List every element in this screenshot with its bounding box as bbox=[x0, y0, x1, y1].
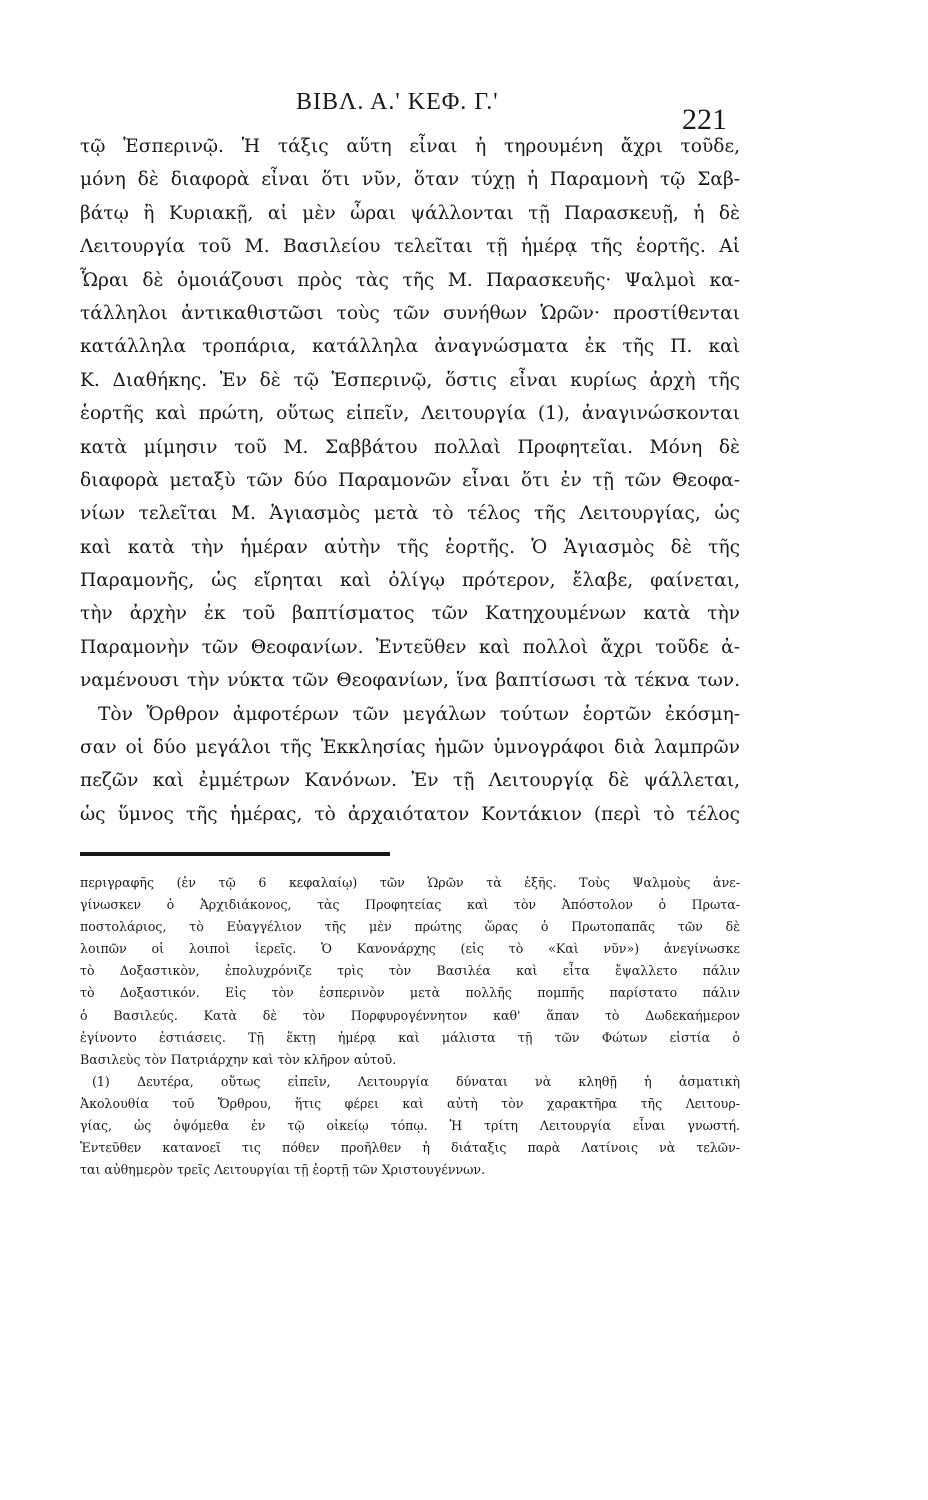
body-line: Ὧραι δὲ ὁμοιάζουσι πρὸς τὰς τῆς Μ. Παρασκευῆς· Ψαλμοὶ κα- bbox=[80, 269, 740, 291]
footnote-line: ποστολάριος, τὸ Εὐαγγέλιον τῆς μὲν πρώτης ὥρας ὁ Πρωτοπαπᾶς τῶν δὲ bbox=[80, 919, 740, 935]
footnote-rule bbox=[80, 852, 390, 856]
body-line: καὶ κατὰ τὴν ἡμέραν αὐτὴν τῆς ἑορτῆς. Ὁ Ἁγιασμὸς δὲ τῆς bbox=[80, 536, 740, 558]
footnotes bbox=[80, 872, 740, 1181]
body-line: τὴν ἀρχὴν ἐκ τοῦ βαπτίσματος τῶν Κατηχουμένων κατὰ τὴν bbox=[80, 603, 740, 625]
body-line: βάτῳ ἢ Κυριακῇ, αἱ μὲν ὧραι ψάλλονται τῇ Παρασκευῇ, ἡ δὲ bbox=[80, 202, 740, 224]
footnote-line: λοιπῶν οἱ λοιποὶ ἱερεῖς. Ὁ Κανονάρχης (εἰς τὸ «Καὶ νῦν») ἀνεγίνωσκε bbox=[80, 941, 740, 957]
footnote-line: περιγραφῆς (ἐν τῷ 6 κεφαλαίῳ) τῶν Ὡρῶν τὰ ἑξῆς. Τοὺς Ψαλμοὺς ἀνε- bbox=[80, 875, 740, 890]
body-line: ναμένουσι τὴν νύκτα τῶν Θεοφανίων, ἵνα βαπτίσωσι τὰ τέκνα των. bbox=[80, 670, 740, 692]
footnote-line: ἐγίνοντο ἑστιάσεις. Τῇ ἕκτῃ ἡμέρᾳ καὶ μάλιστα τῇ τῶν Φώτων εἱστία ὁ bbox=[80, 1029, 740, 1045]
body-line: τῷ Ἑσπερινῷ. Ἡ τάξις αὕτη εἶναι ἡ τηρουμένη ἄχρι τοῦδε, bbox=[80, 136, 740, 157]
body-line: σαν οἱ δύο μεγάλοι τῆς Ἐκκλησίας ἡμῶν ὑμνογράφοι διὰ λαμπρῶν bbox=[80, 737, 740, 759]
body-line: μόνη δὲ διαφορὰ εἶναι ὅτι νῦν, ὅταν τύχῃ ἡ Παραμονὴ τῷ Σαβ- bbox=[80, 169, 740, 191]
main-text bbox=[80, 130, 740, 831]
body-line: Λειτουργία τοῦ Μ. Βασιλείου τελεῖται τῇ ἡμέρᾳ τῆς ἑορτῆς. Αἱ bbox=[80, 236, 740, 258]
body-line: κατάλληλα τροπάρια, κατάλληλα ἀναγνώσματα ἐκ τῆς Π. καὶ bbox=[80, 336, 740, 358]
footnote-line: γίας, ὡς ὀψόμεθα ἐν τῷ οἰκείῳ τόπῳ. Ἡ τρίτη Λειτουργία εἶναι γνωστή. bbox=[80, 1118, 740, 1134]
running-title: BIBΛ. Α.' ΚΕΦ. Γ.' bbox=[296, 89, 499, 115]
body-line: τάλληλοι ἀντικαθιστῶσι τοὺς τῶν συνήθων Ὡρῶν· προστίθενται bbox=[80, 302, 740, 324]
footnote-line: τὸ Δοξαστικὸν, ἐπολυχρόνιζε τρὶς τὸν Βασιλέα καὶ εἶτα ἔψαλλετο πάλιν bbox=[80, 963, 740, 979]
body-line: Παραμονῆς, ὡς εἴρηται καὶ ὀλίγῳ πρότερον, ἔλαβε, φαίνεται, bbox=[80, 570, 740, 592]
footnote-line: (1) Δευτέρα, οὕτως εἰπεῖν, Λειτουργία δύναται νὰ κληθῇ ἡ ἀσματικὴ bbox=[92, 1073, 740, 1089]
body-line: Κ. Διαθήκης. Ἐν δὲ τῷ Ἑσπερινῷ, ὅστις εἶναι κυρίως ἀρχὴ τῆς bbox=[80, 369, 740, 391]
running-head bbox=[0, 86, 928, 136]
body-line: Παραμονὴν τῶν Θεοφανίων. Ἐντεῦθεν καὶ πολλοὶ ἄχρι τοῦδε ἀ- bbox=[80, 636, 740, 658]
footnote-line: Ἀκολουθία τοῦ Ὄρθρου, ἥτις φέρει καὶ αὐτὴ τὸν χαρακτῆρα τῆς Λειτουρ- bbox=[80, 1095, 740, 1111]
body-line: κατὰ μίμησιν τοῦ Μ. Σαββάτου πολλαὶ Προφητεῖαι. Μόνη δὲ bbox=[80, 436, 740, 458]
body-line: νίων τελεῖται Μ. Ἁγιασμὸς μετὰ τὸ τέλος τῆς Λειτουργίας, ὡς bbox=[80, 503, 740, 525]
page-number: 221 bbox=[682, 103, 727, 136]
body-line: διαφορὰ μεταξὺ τῶν δύο Παραμονῶν εἶναι ὅτι ἐν τῇ τῶν Θεοφα- bbox=[80, 469, 740, 491]
footnote-line: ὁ Βασιλεύς. Κατὰ δὲ τὸν Πορφυρογέννητον καθ' ἅπαν τὸ Δωδεκαήμερον bbox=[80, 1007, 740, 1023]
body-line: ἑορτῆς καὶ πρώτη, οὕτως εἰπεῖν, Λειτουργία (1), ἀναγινώσκονται bbox=[80, 403, 740, 425]
footnote-line: τὸ Δοξαστικόν. Εἰς τὸν ἑσπερινὸν μετὰ πολλῆς πομπῆς παρίστατο πάλιν bbox=[80, 985, 740, 1001]
footnote-line: ται αὐθημερὸν τρεῖς Λειτουργίαι τῇ ἑορτῇ τῶν Χριστουγέννων. bbox=[80, 1162, 486, 1178]
body-line: πεζῶν καὶ ἐμμέτρων Κανόνων. Ἐν τῇ Λειτουργίᾳ δὲ ψάλλεται, bbox=[80, 770, 740, 792]
body-line: Τὸν Ὄρθρον ἀμφοτέρων τῶν μεγάλων τούτων ἑορτῶν ἐκόσμη- bbox=[98, 703, 740, 725]
body-line: ὡς ὕμνος τῆς ἡμέρας, τὸ ἀρχαιότατον Κοντάκιον (περὶ τὸ τέλος bbox=[80, 803, 740, 825]
footnote-line: γίνωσκεν ὁ Ἀρχιδιάκονος, τὰς Προφητείας καὶ τὸν Ἀπόστολον ὁ Πρωτα- bbox=[80, 897, 740, 913]
footnote-line: Βασιλεὺς τὸν Πατριάρχην καὶ τὸν κλῆρον αὐτοῦ. bbox=[80, 1051, 397, 1067]
footnote-line: Ἐντεῦθεν κατανοεῖ τις πόθεν προῆλθεν ἡ διάταξις παρὰ Λατίνοις νὰ τελῶν- bbox=[80, 1140, 740, 1156]
